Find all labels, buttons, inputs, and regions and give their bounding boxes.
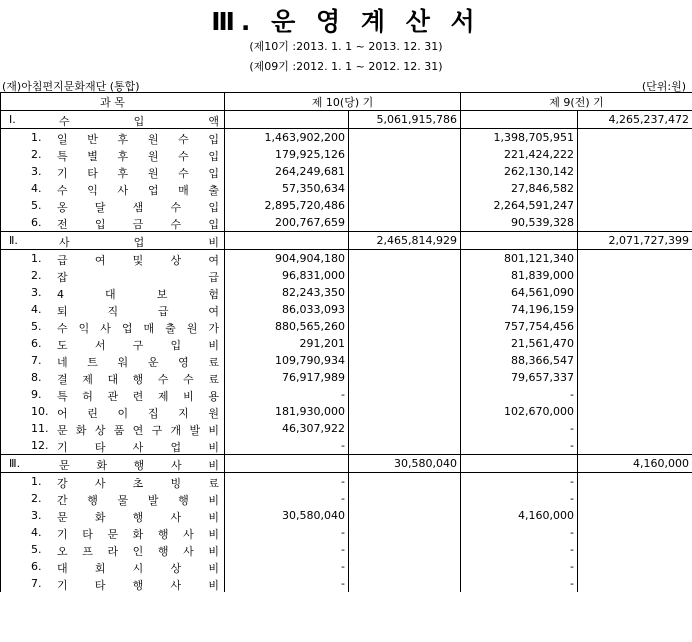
- prior-item-amount: -: [461, 490, 578, 507]
- current-total-amount: [349, 301, 461, 318]
- current-total-amount: [349, 490, 461, 507]
- prior-item-amount: 2,264,591,247: [461, 197, 578, 214]
- prior-total-amount: 4,265,237,472: [578, 111, 692, 129]
- current-total-amount: [349, 214, 461, 232]
- prior-item-amount: 64,561,090: [461, 284, 578, 301]
- current-item-amount: 109,790,934: [225, 352, 349, 369]
- current-item-amount: 904,904,180: [225, 250, 349, 268]
- prior-total-amount: [578, 490, 692, 507]
- current-item-amount: 76,917,989: [225, 369, 349, 386]
- header-current: 제 10(당) 기: [225, 93, 461, 111]
- prior-item-amount: 81,839,000: [461, 267, 578, 284]
- current-total-amount: [349, 524, 461, 541]
- prior-item-amount: 79,657,337: [461, 369, 578, 386]
- prior-total-amount: [578, 386, 692, 403]
- item-label: 옹 달 샘 수 입: [57, 201, 219, 214]
- item-account: [1, 403, 225, 420]
- item-account: [1, 180, 225, 197]
- prior-item-amount: -: [461, 524, 578, 541]
- item-account: [1, 146, 225, 163]
- item-account: [1, 197, 225, 214]
- item-number: 5.: [31, 320, 42, 333]
- item-label: 기 타 행 사 비: [57, 579, 219, 592]
- current-total-amount: [349, 146, 461, 163]
- current-item-amount: [225, 455, 349, 473]
- prior-total-amount: [578, 250, 692, 268]
- prior-total-amount: 4,160,000: [578, 455, 692, 473]
- prior-total-amount: [578, 129, 692, 147]
- prior-total-amount: [578, 575, 692, 592]
- prior-item-amount: -: [461, 437, 578, 455]
- current-item-amount: 96,831,000: [225, 267, 349, 284]
- prior-item-amount: -: [461, 575, 578, 592]
- current-total-amount: 30,580,040: [349, 455, 461, 473]
- section-number: Ⅱ.: [9, 234, 18, 247]
- item-number: 2.: [31, 269, 42, 282]
- item-row: [1, 335, 692, 352]
- item-account: [1, 250, 225, 268]
- item-row: [1, 473, 692, 491]
- prior-item-amount: 1,398,705,951: [461, 129, 578, 147]
- item-row: [1, 386, 692, 403]
- current-item-amount: -: [225, 490, 349, 507]
- item-row: [1, 163, 692, 180]
- prior-total-amount: [578, 541, 692, 558]
- current-total-amount: [349, 507, 461, 524]
- prior-item-amount: -: [461, 541, 578, 558]
- item-label: 오 프 라 인 행 사 비: [57, 545, 219, 558]
- prior-total-amount: [578, 267, 692, 284]
- item-row: [1, 301, 692, 318]
- current-total-amount: [349, 558, 461, 575]
- current-total-amount: 5,061,915,786: [349, 111, 461, 129]
- prior-item-amount: [461, 111, 578, 129]
- item-account: [1, 420, 225, 437]
- prior-total-amount: [578, 524, 692, 541]
- item-number: 1.: [31, 252, 42, 265]
- prior-item-amount: -: [461, 386, 578, 403]
- item-number: 5.: [31, 199, 42, 212]
- item-number: 4.: [31, 303, 42, 316]
- item-label: 일 반 후 원 수 입: [57, 133, 219, 146]
- item-account: [1, 335, 225, 352]
- item-number: 6.: [31, 216, 42, 229]
- item-number: 7.: [31, 354, 42, 367]
- section-number: Ⅰ.: [9, 113, 16, 126]
- item-label: 퇴 직 급 여: [57, 305, 219, 318]
- item-label: 특 허 관 련 제 비 용: [57, 390, 219, 403]
- item-number: 7.: [31, 577, 42, 590]
- item-number: 9.: [31, 388, 42, 401]
- current-item-amount: 181,930,000: [225, 403, 349, 420]
- item-label: 문 화 상 품 연 구 개 발 비: [57, 424, 219, 437]
- current-item-amount: [225, 111, 349, 129]
- item-row: [1, 146, 692, 163]
- section-account: [1, 232, 225, 250]
- item-account: [1, 524, 225, 541]
- item-account: [1, 284, 225, 301]
- current-total-amount: [349, 575, 461, 592]
- item-number: 6.: [31, 560, 42, 573]
- section-label: 문 화 행 사 비: [59, 459, 219, 472]
- item-label: 네 트 워 운 영 료: [57, 356, 219, 369]
- item-label: 잡 급: [57, 271, 219, 284]
- section-account: [1, 455, 225, 473]
- item-row: [1, 403, 692, 420]
- item-number: 1.: [31, 475, 42, 488]
- prior-item-amount: -: [461, 420, 578, 437]
- prior-item-amount: -: [461, 473, 578, 491]
- current-total-amount: [349, 163, 461, 180]
- prior-item-amount: 221,424,222: [461, 146, 578, 163]
- prior-total-amount: [578, 180, 692, 197]
- prior-total-amount: [578, 335, 692, 352]
- prior-item-amount: 4,160,000: [461, 507, 578, 524]
- current-item-amount: 86,033,093: [225, 301, 349, 318]
- prior-total-amount: [578, 214, 692, 232]
- prior-total-amount: [578, 197, 692, 214]
- current-total-amount: [349, 369, 461, 386]
- item-number: 6.: [31, 337, 42, 350]
- current-item-amount: 30,580,040: [225, 507, 349, 524]
- item-label: 4 대 보 험: [57, 288, 219, 301]
- item-account: [1, 473, 225, 491]
- item-account: [1, 507, 225, 524]
- current-total-amount: [349, 386, 461, 403]
- prior-total-amount: [578, 420, 692, 437]
- item-row: [1, 575, 692, 592]
- current-item-amount: 57,350,634: [225, 180, 349, 197]
- item-row: [1, 284, 692, 301]
- item-row: [1, 524, 692, 541]
- item-account: [1, 163, 225, 180]
- current-item-amount: [225, 232, 349, 250]
- item-label: 도 서 구 입 비: [57, 339, 219, 352]
- section-label: 사 업 비: [59, 236, 219, 249]
- current-total-amount: [349, 420, 461, 437]
- prior-item-amount: 90,539,328: [461, 214, 578, 232]
- item-label: 간 행 물 발 행 비: [57, 494, 219, 507]
- current-item-amount: -: [225, 386, 349, 403]
- section-row: [1, 232, 692, 250]
- item-account: [1, 301, 225, 318]
- item-row: [1, 541, 692, 558]
- item-row: [1, 369, 692, 386]
- item-row: [1, 507, 692, 524]
- item-account: [1, 214, 225, 232]
- prior-total-amount: [578, 352, 692, 369]
- item-row: [1, 318, 692, 335]
- prior-total-amount: [578, 437, 692, 455]
- item-label: 기 타 후 원 수 입: [57, 167, 219, 180]
- item-number: 3.: [31, 286, 42, 299]
- prior-total-amount: [578, 284, 692, 301]
- item-number: 4.: [31, 182, 42, 195]
- item-account: [1, 541, 225, 558]
- header-prior: 제 9(전) 기: [461, 93, 692, 111]
- item-number: 2.: [31, 148, 42, 161]
- current-item-amount: 82,243,350: [225, 284, 349, 301]
- item-number: 3.: [31, 165, 42, 178]
- section-row: [1, 455, 692, 473]
- item-label: 결 제 대 행 수 수 료: [57, 373, 219, 386]
- item-number: 5.: [31, 543, 42, 556]
- current-item-amount: 2,895,720,486: [225, 197, 349, 214]
- header-row: [1, 93, 692, 111]
- current-total-amount: [349, 473, 461, 491]
- prior-item-amount: 102,670,000: [461, 403, 578, 420]
- organization-name: (재)아침편지문화재단 (통합): [2, 80, 140, 93]
- prior-total-amount: [578, 146, 692, 163]
- item-account: [1, 129, 225, 147]
- current-item-amount: 1,463,902,200: [225, 129, 349, 147]
- prior-total-amount: [578, 507, 692, 524]
- item-row: [1, 267, 692, 284]
- item-row: [1, 352, 692, 369]
- current-item-amount: -: [225, 575, 349, 592]
- current-total-amount: [349, 180, 461, 197]
- current-total-amount: [349, 403, 461, 420]
- current-total-amount: [349, 284, 461, 301]
- current-total-amount: [349, 267, 461, 284]
- item-account: [1, 352, 225, 369]
- prior-item-amount: 801,121,340: [461, 250, 578, 268]
- prior-item-amount: 27,846,582: [461, 180, 578, 197]
- current-total-amount: [349, 437, 461, 455]
- item-row: [1, 420, 692, 437]
- prior-total-amount: [578, 318, 692, 335]
- item-row: [1, 197, 692, 214]
- item-label: 기 타 문 화 행 사 비: [57, 528, 219, 541]
- current-total-amount: [349, 129, 461, 147]
- prior-total-amount: [578, 558, 692, 575]
- item-label: 특 별 후 원 수 입: [57, 150, 219, 163]
- item-label: 강 사 초 빙 료: [57, 477, 219, 490]
- item-account: [1, 369, 225, 386]
- item-account: [1, 267, 225, 284]
- item-account: [1, 575, 225, 592]
- current-item-amount: 179,925,126: [225, 146, 349, 163]
- report-title: Ⅲ. 운 영 계 산 서: [211, 7, 481, 36]
- period-prior: (제09기 :2012. 1. 1 ~ 2012. 12. 31): [249, 60, 443, 73]
- prior-item-amount: -: [461, 558, 578, 575]
- current-item-amount: 46,307,922: [225, 420, 349, 437]
- current-item-amount: -: [225, 524, 349, 541]
- current-total-amount: [349, 250, 461, 268]
- section-account: [1, 111, 225, 129]
- item-account: [1, 437, 225, 455]
- item-label: 급 여 및 상 여: [57, 254, 219, 267]
- current-item-amount: 880,565,260: [225, 318, 349, 335]
- prior-item-amount: 757,754,456: [461, 318, 578, 335]
- item-label: 전 입 금 수 입: [57, 218, 219, 231]
- item-row: [1, 558, 692, 575]
- prior-total-amount: [578, 301, 692, 318]
- item-number: 8.: [31, 371, 42, 384]
- current-total-amount: [349, 541, 461, 558]
- prior-total-amount: [578, 163, 692, 180]
- item-account: [1, 386, 225, 403]
- current-total-amount: 2,465,814,929: [349, 232, 461, 250]
- prior-item-amount: 262,130,142: [461, 163, 578, 180]
- current-total-amount: [349, 352, 461, 369]
- current-item-amount: -: [225, 437, 349, 455]
- current-item-amount: -: [225, 541, 349, 558]
- prior-item-amount: 21,561,470: [461, 335, 578, 352]
- prior-total-amount: 2,071,727,399: [578, 232, 692, 250]
- section-label: 수 입 액: [59, 115, 219, 128]
- section-row: [1, 111, 692, 129]
- item-number: 2.: [31, 492, 42, 505]
- item-number: 4.: [31, 526, 42, 539]
- prior-item-amount: [461, 455, 578, 473]
- prior-item-amount: 88,366,547: [461, 352, 578, 369]
- prior-total-amount: [578, 473, 692, 491]
- header-account: 과 목: [1, 93, 225, 111]
- current-total-amount: [349, 197, 461, 214]
- item-number: 12.: [31, 439, 49, 452]
- item-number: 3.: [31, 509, 42, 522]
- item-label: 어 린 이 집 지 원: [57, 407, 219, 420]
- current-item-amount: 200,767,659: [225, 214, 349, 232]
- item-row: [1, 129, 692, 147]
- item-label: 수 익 사 업 매 출 원 가: [57, 322, 219, 335]
- prior-total-amount: [578, 369, 692, 386]
- item-account: [1, 490, 225, 507]
- current-item-amount: 291,201: [225, 335, 349, 352]
- item-row: [1, 490, 692, 507]
- item-account: [1, 558, 225, 575]
- current-item-amount: -: [225, 558, 349, 575]
- section-number: Ⅲ.: [9, 457, 21, 470]
- current-item-amount: 264,249,681: [225, 163, 349, 180]
- item-row: [1, 214, 692, 232]
- current-item-amount: -: [225, 473, 349, 491]
- item-row: [1, 180, 692, 197]
- item-label: 대 회 시 상 비: [57, 562, 219, 575]
- item-row: [1, 437, 692, 455]
- prior-total-amount: [578, 403, 692, 420]
- item-label: 수 익 사 업 매 출: [57, 184, 219, 197]
- current-total-amount: [349, 335, 461, 352]
- currency-unit: (단위:원): [641, 80, 686, 93]
- operating-statement-table: [0, 92, 692, 592]
- item-row: [1, 250, 692, 268]
- period-current: (제10기 :2013. 1. 1 ~ 2013. 12. 31): [249, 40, 443, 53]
- item-number: 1.: [31, 131, 42, 144]
- current-total-amount: [349, 318, 461, 335]
- prior-item-amount: [461, 232, 578, 250]
- item-account: [1, 318, 225, 335]
- item-number: 11.: [31, 422, 49, 435]
- item-number: 10.: [31, 405, 49, 418]
- item-label: 문 화 행 사 비: [57, 511, 219, 524]
- item-label: 기 타 사 업 비: [57, 441, 219, 454]
- prior-item-amount: 74,196,159: [461, 301, 578, 318]
